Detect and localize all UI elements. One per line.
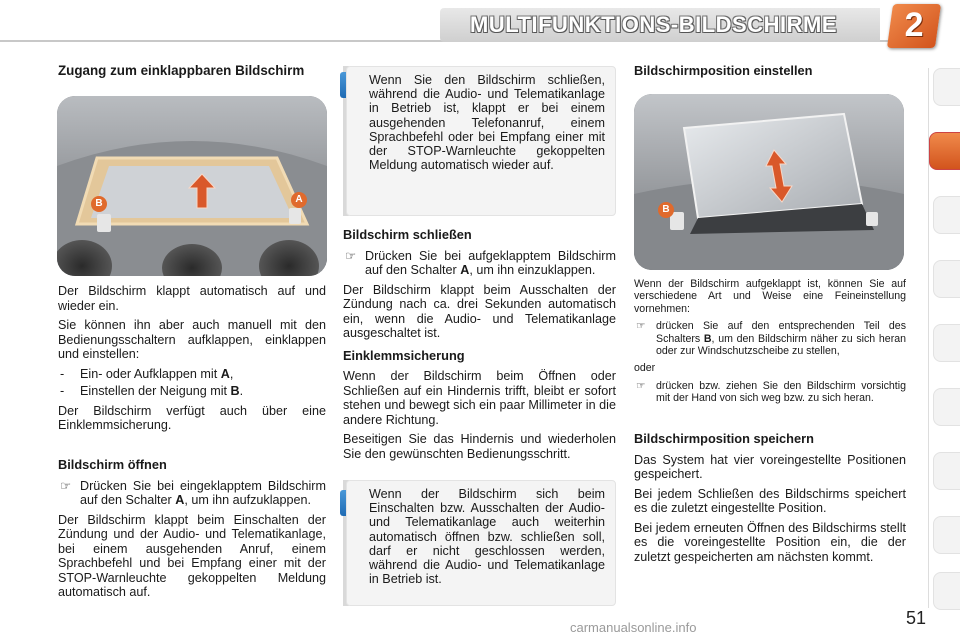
dashboard-illustration-open [634, 94, 904, 270]
page-number: 51 [906, 608, 927, 628]
paragraph: Der Bildschirm klappt beim Ausschalten der Zündung nach ca. drei Sekunden automatisch ein, wenn die Audio- und Telematikanlage ausgeschaltet ist. [343, 282, 616, 340]
paragraph: Wenn der Bildschirm aufgeklappt ist, können Sie auf verschiedene Art und Weise eine Feineinstellung vornehmen: [634, 278, 906, 315]
bullet-item: ☞ drücken bzw. ziehen Sie den Bildschirm vorsichtig mit der Hand von sich weg bzw. zu sich heran. [636, 379, 906, 405]
label-a-marker: A [291, 192, 307, 208]
column-left-text [58, 284, 326, 438]
bullet-item: ☞ Drücken Sie bei eingeklapptem Bildschirm auf den Schalter A, um ihn aufzuklappen. [60, 478, 326, 507]
dash-item: - Ein- oder Aufklappen mit A, [60, 366, 234, 381]
section-heading-pinch: Einklemmsicherung [343, 347, 465, 363]
chapter-number: 2 [904, 6, 924, 44]
paragraph: Sie können ihn aber auch manuell mit den Bedienungsschaltern aufklappen, einklappen und einstellen: [58, 318, 326, 361]
chapter-tab-active[interactable] [929, 132, 960, 170]
hand-pointer-icon: ☞ [60, 478, 72, 493]
paragraph: Das System hat vier voreingestellte Positionen gespeichert. [634, 452, 906, 481]
label-b-marker: B [658, 202, 674, 218]
column-right [634, 64, 906, 85]
switch-a-icon [289, 208, 301, 224]
chapter-tab[interactable] [933, 68, 960, 106]
chapter-tab[interactable] [933, 196, 960, 234]
section-heading-close: Bildschirm schließen [343, 227, 472, 242]
section-close [343, 228, 616, 466]
hand-pointer-icon: ☞ [636, 320, 646, 333]
dash-item: - Einstellen der Neigung mit B. [60, 384, 244, 398]
label-b-marker: B [91, 196, 107, 212]
section-heading-save: Bildschirmposition speichern [634, 431, 814, 446]
info-text: Wenn der Bildschirm sich beim Einschalten bzw. Ausschalten der Audio- und Telematikanlage auch weiterhin automatisch öffnen bzw. schließen soll, darf er nicht geschlossen werden, während die Audio- und Telematikanlage in Betrieb ist. [369, 487, 605, 587]
paragraph: Bei jedem erneuten Öffnen des Bildschirms stellt es die voreingestellte Position ein, die der zuletzt gespeicherten am nächsten kommt. [634, 520, 906, 564]
section-heading-position: Bildschirmposition einstellen [634, 63, 813, 78]
section-save [634, 432, 906, 569]
paragraph: Bei jedem Schließen des Bildschirms speichert es die zuletzt eingestellte Position. [634, 486, 906, 515]
chapter-tab[interactable] [933, 388, 960, 426]
bullet-item: ☞ Drücken Sie bei aufgeklapptem Bildschirm auf den Schalter A, um ihn einzuklappen. [345, 248, 616, 277]
page-header [0, 0, 960, 52]
watermark: carmanualsonline.info [570, 620, 697, 635]
column-left [58, 64, 326, 85]
switch-icon [866, 212, 878, 226]
paragraph: Der Bildschirm klappt automatisch auf und wieder ein. [58, 284, 326, 313]
page-title: MULTIFUNKTIONS-BILDSCHIRME [470, 12, 837, 37]
chapter-tab[interactable] [933, 324, 960, 362]
chapter-tabs [928, 68, 960, 608]
chapter-tab[interactable] [933, 516, 960, 554]
chapter-tab[interactable] [933, 452, 960, 490]
chapter-tab[interactable] [933, 260, 960, 298]
switch-b-icon [97, 214, 111, 232]
chapter-tab[interactable] [933, 572, 960, 610]
bullet-item: ☞ drücken Sie auf den entsprechenden Teil des Schalters B, um den Bildschirm näher zu sich heran oder zur Windschutzscheibe zu stellen, [636, 320, 906, 358]
dashboard-closed-svg [57, 96, 327, 276]
dashboard-open-svg [634, 94, 904, 270]
info-text: Wenn Sie den Bildschirm schließen, während die Audio- und Telematikanlage in Betrieb ist, klappt er bei einem ausgehenden Telefonanruf, einem Sprachbefehl oder bei Empfang einer mit der STOP-Warnleuchte gekoppelten Meldung automatisch wieder auf. [369, 73, 605, 173]
paragraph: Wenn der Bildschirm beim Öffnen oder Schließen auf ein Hindernis trifft, bleibt er sofort stehen und bewegt sich ein paar Millimeter in die andere Richtung. [343, 369, 616, 427]
section-heading-access: Zugang zum einklappbaren Bildschirm [58, 63, 305, 78]
paragraph: Beseitigen Sie das Hindernis und wiederholen Sie den gewünschten Bedienungsschritt. [343, 432, 616, 461]
info-box-auto [346, 480, 616, 606]
chapter-badge [887, 4, 941, 48]
hand-pointer-icon: ☞ [636, 379, 646, 392]
section-open [58, 458, 326, 605]
info-box-closing [346, 66, 616, 216]
section-position-text [634, 278, 906, 410]
section-heading-open: Bildschirm öffnen [58, 457, 167, 472]
hand-pointer-icon: ☞ [345, 248, 357, 263]
dashboard-illustration-closed [57, 96, 327, 276]
paragraph: oder [634, 362, 656, 375]
paragraph: Der Bildschirm verfügt auch über eine Einklemmsicherung. [58, 403, 326, 432]
paragraph: Der Bildschirm klappt beim Einschalten der Zündung und der Audio- und Telematikanlage, bei einem ausgehenden Anruf, einem Sprachbefehl und bei Empfang einer mit der STOP-Warnleuchte gekoppelten Meldung automatisch auf. [58, 512, 326, 599]
